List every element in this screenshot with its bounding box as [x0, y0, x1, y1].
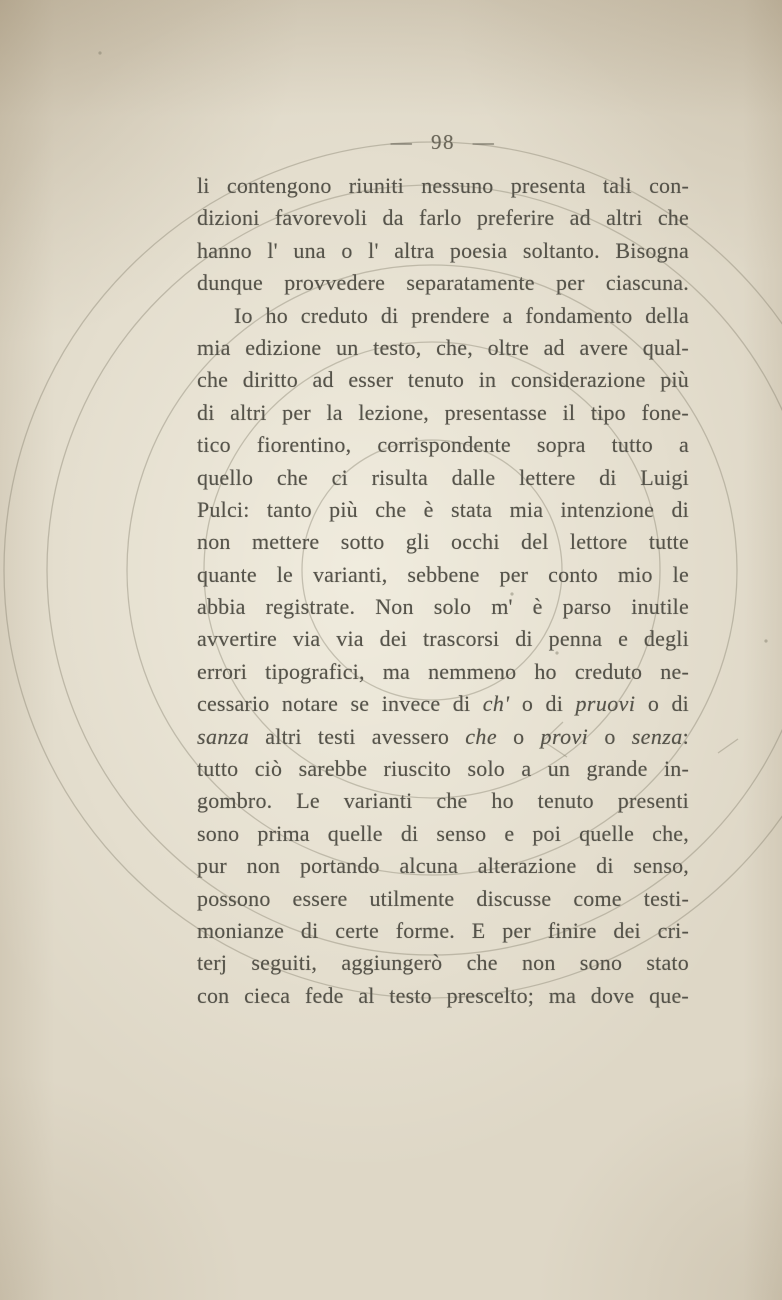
text-line: Io ho creduto di prendere a fondamento della: [234, 302, 689, 328]
text-line: hanno l' una o l' altra poesia soltanto. Bisogna: [197, 237, 689, 263]
text-line: possono essere utilmente discusse come testi-: [197, 885, 689, 911]
text-line: tutto ciò sarebbe riuscito solo a un grande in-: [197, 756, 689, 782]
text-line: con cieca fede al testo prescelto; ma dove que-: [197, 982, 689, 1008]
text-line: tico fiorentino, corrispondente sopra tutto a: [197, 432, 689, 458]
text-line: quante le varianti, sebbene per conto mio le: [197, 561, 689, 587]
text-line: errori tipografici, ma nemmeno ho creduto ne-: [197, 658, 689, 684]
page-number: — 98 —: [390, 130, 496, 154]
text-line: monianze di certe forme. E per finire dei cri-: [197, 917, 689, 943]
text-line: mia edizione un testo, che, oltre ad avere qual-: [197, 334, 689, 360]
text-line: pur non portando alcuna alterazione di senso,: [197, 853, 689, 879]
text-line: di altri per la lezione, presentasse il tipo fone-: [197, 399, 689, 425]
text-line: abbia registrate. Non solo m' è parso inutile: [197, 594, 689, 620]
text-line: avvertire via via dei trascorsi di penna e degli: [197, 626, 689, 652]
text-line: sono prima quelle di senso e poi quelle che,: [197, 820, 689, 846]
text-line: dunque provvedere separatamente per ciascuna.: [197, 270, 689, 296]
text-line: Pulci: tanto più che è stata mia intenzione di: [197, 496, 689, 522]
text-line: gombro. Le varianti che ho tenuto presenti: [197, 788, 689, 814]
text-line: terj seguiti, aggiungerò che non sono stato: [197, 950, 689, 976]
text-block: [197, 170, 689, 1012]
text-line: cessario notare se invece di ch' o di pruovi o di: [197, 691, 689, 717]
text-line: quello che ci risulta dalle lettere di Luigi: [197, 464, 689, 490]
text-line: dizioni favorevoli da farlo preferire ad altri che: [197, 205, 689, 231]
text-line: non mettere sotto gli occhi del lettore tutte: [197, 529, 689, 555]
text-line: li contengono riuniti nessuno presenta tali con-: [197, 173, 689, 198]
text-line: che diritto ad esser tenuto in considerazione più: [197, 367, 689, 393]
text-line: sanza altri testi avessero che o provi o senza:: [197, 723, 689, 749]
